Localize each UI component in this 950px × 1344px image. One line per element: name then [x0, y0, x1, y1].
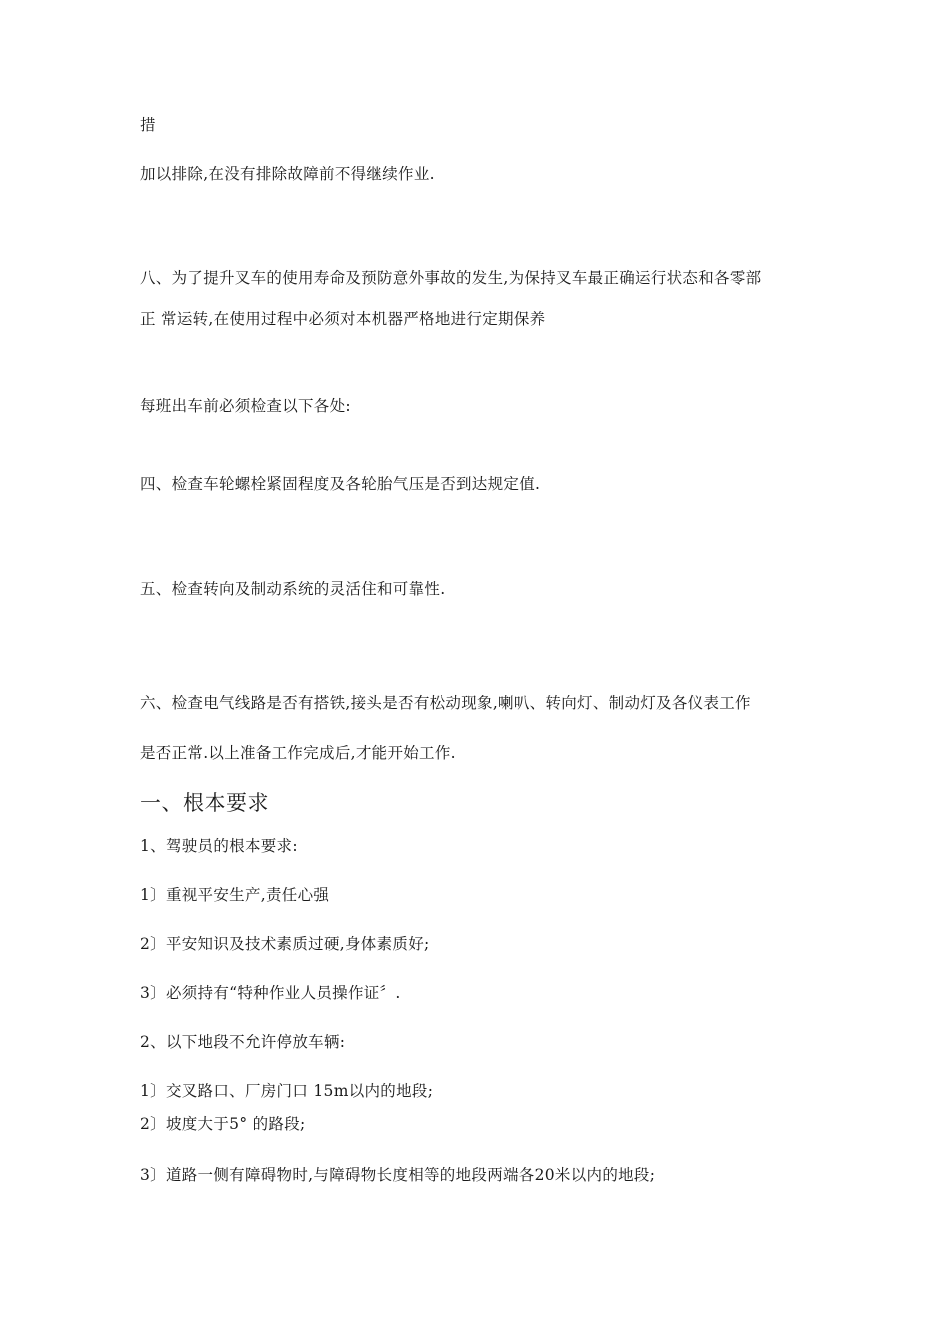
section-line-3: 2〕平安知识及技术素质过硬,身体素质好;	[140, 935, 430, 953]
section-line-5: 2、以下地段不允许停放车辆:	[140, 1033, 346, 1051]
text-line-3: 八、为了提升叉车的使用寿命及预防意外事故的发生,为保持叉车最正确运行状态和各零部	[140, 269, 762, 287]
section-line-8: 3〕道路一侧有障碍物时,与障碍物长度相等的地段两端各20米以内的地段;	[140, 1166, 656, 1184]
text-line-2: 加以排除,在没有排除故障前不得继续作业.	[140, 165, 435, 183]
section-line-4: 3〕必须持有“特种作业人员操作证〞.	[140, 984, 401, 1002]
section-line-6: 1〕交叉路口、厂房门口 15m以内的地段;	[140, 1082, 434, 1100]
section-line-1: 1、驾驶员的根本要求:	[140, 837, 298, 855]
text-line-7: 五、检查转向及制动系统的灵活住和可靠性.	[140, 580, 446, 598]
text-line-9: 是否正常.以上准备工作完成后,才能开始工作.	[140, 744, 456, 762]
section-heading: 一、根本要求	[140, 791, 269, 815]
text-line-1: 措	[140, 116, 156, 134]
section-line-7: 2〕坡度大于5° 的路段;	[140, 1115, 306, 1133]
text-line-8: 六、检查电气线路是否有搭铁,接头是否有松动现象,喇叭、转向灯、制动灯及各仪表工作	[140, 694, 751, 712]
text-line-5: 每班出车前必须检查以下各处:	[140, 397, 351, 415]
section-line-2: 1〕重视平安生产,责任心强	[140, 886, 330, 904]
text-line-6: 四、检查车轮螺栓紧固程度及各轮胎气压是否到达规定值.	[140, 475, 541, 493]
text-line-4: 正 常运转,在使用过程中必须对本机器严格地进行定期保养	[140, 310, 546, 328]
